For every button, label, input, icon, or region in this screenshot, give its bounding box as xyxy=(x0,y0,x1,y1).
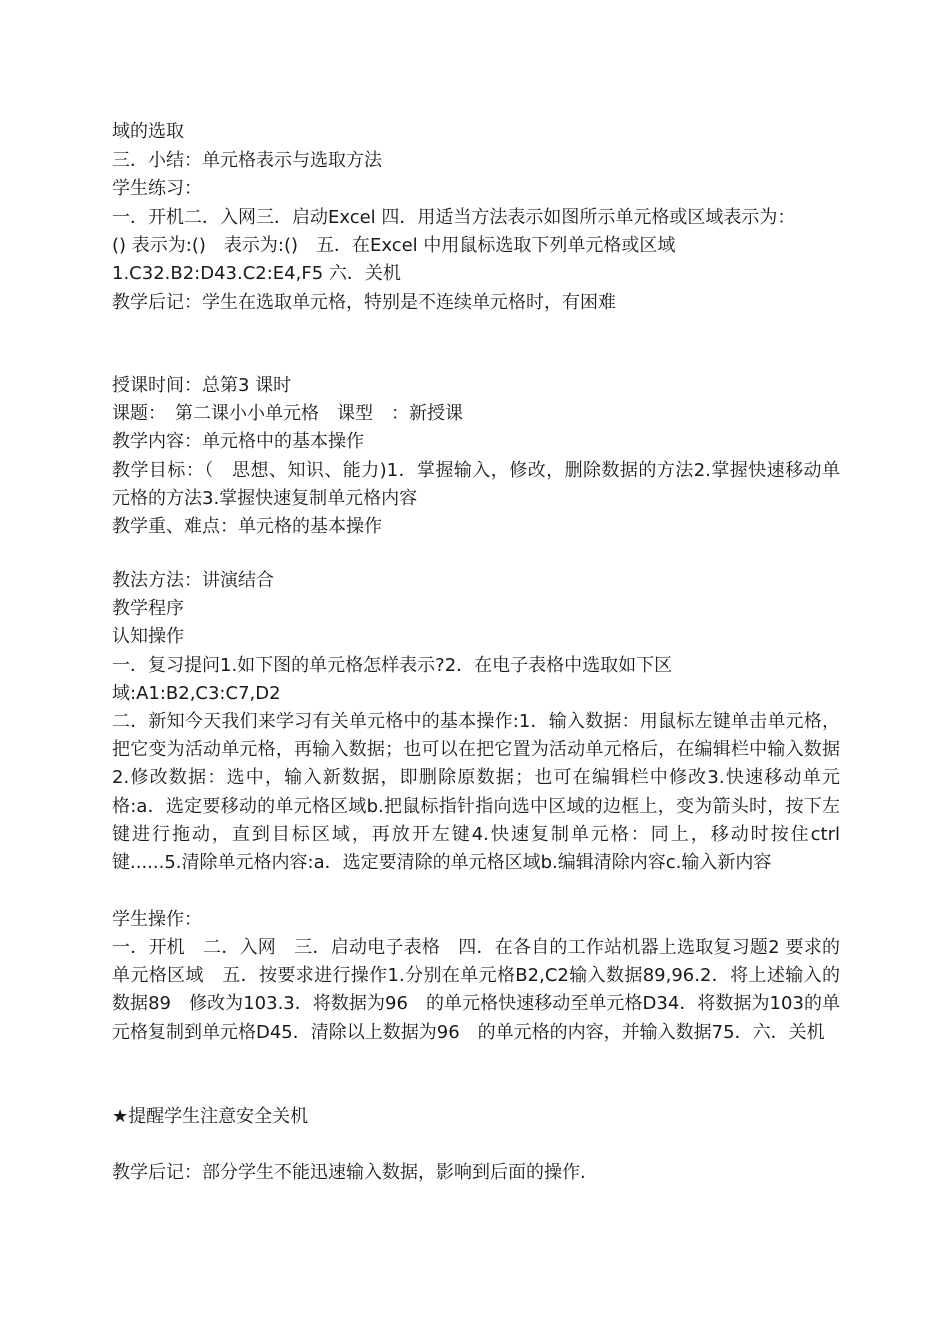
summary-heading: 三．小结：单元格表示与选取方法 xyxy=(112,150,382,171)
cognitive-operation: 认知操作 xyxy=(112,626,184,647)
text-line: 一．开机二．入网三．启动Excel 四．用适当方法表示如图所示单元格或区域表示为： xyxy=(112,207,796,228)
lesson-time: 授课时间：总第3 课时 xyxy=(112,375,292,396)
student-operation-heading: 学生操作： xyxy=(112,909,202,930)
text-line: 域的选取 xyxy=(112,121,184,142)
teaching-method: 教法方法：讲演结合 xyxy=(112,570,274,591)
postscript-note: 教学后记：部分学生不能迅速输入数据，影响到后面的操作. xyxy=(112,1162,586,1183)
lesson-content: 教学内容：单元格中的基本操作 xyxy=(112,431,364,452)
reminder-note: ★提醒学生注意安全关机 xyxy=(112,1106,309,1127)
text-line: 域:A1:B2,C3:C7,D2 xyxy=(112,683,281,704)
text-line: () 表示为:() 表示为:() 五．在Excel 中用鼠标选取下列单元格或区域 xyxy=(112,235,676,256)
text-line: 1.C32.B2:D43.C2:E4,F5 六．关机 xyxy=(112,263,401,284)
postscript-note: 教学后记：学生在选取单元格，特别是不连续单元格时，有困难 xyxy=(112,292,616,313)
new-knowledge-paragraph: 二．新知今天我们来学习有关单元格中的基本操作:1．输入数据：用鼠标左键单击单元格，把它变为活动单元格，再输入数据；也可以在把它置为活动单元格后，在编辑栏中输入数据2.修改数据：选中，输入新数据，即删除原数据；也可在编辑栏中修改3.快速移动单元格:a．选定要移动的单元格区域b.把鼠标指针指向选中区域的边框上，变为箭头时，按下左键进行拖动，直到目标区域，再放开左键4.快速复制单元格：同上，移动时按住ctrl 键......5.清除单元格内容:a．选定要清除的单元格区域b.编辑清除内容c.输入新内容 xyxy=(112,711,840,874)
teaching-procedure: 教学程序 xyxy=(112,598,184,619)
text-line: 一．复习提问1.如下图的单元格怎样表示?2．在电子表格中选取如下区 xyxy=(112,655,673,676)
student-operation-paragraph: 一．开机 二．入网 三．启动电子表格 四．在各自的工作站机器上选取复习题2 要求的单元格区域 五．按要求进行操作1.分别在单元格B2,C2输入数据89,96.2．将上述输入的数据89 修改为103.3．将数据为96 的单元格快速移动至单元格D34．将数据为103的单元格复制到单元格D45．清除以上数据为96 的单元格的内容，并输入数据75．六．关机 xyxy=(112,937,840,1043)
lesson-topic: 课题： 第二课小小单元格 课型 ：新授课 xyxy=(112,403,463,424)
practice-heading: 学生练习： xyxy=(112,178,202,199)
lesson-goals: 教学目标：（ 思想、知识、能力)1．掌握输入，修改，删除数据的方法2.掌握快速移动单元格的方法3.掌握快速复制单元格内容 xyxy=(112,460,840,510)
lesson-key-points: 教学重、难点：单元格的基本操作 xyxy=(112,516,382,537)
